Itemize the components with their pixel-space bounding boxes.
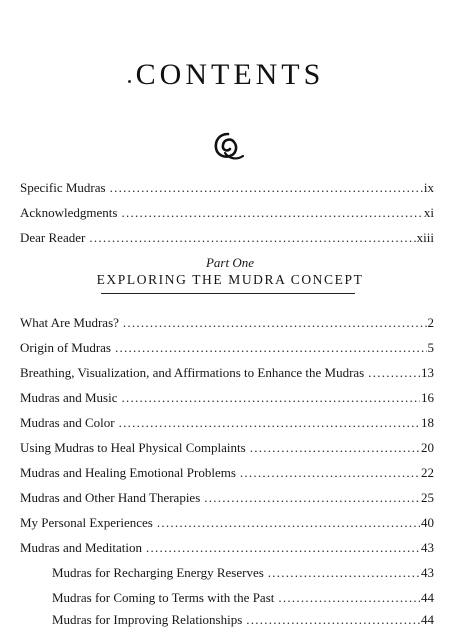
toc-entry-label: Mudras for Recharging Energy Reserves: [52, 565, 264, 580]
toc-entry[interactable]: [20, 490, 434, 510]
toc-entry[interactable]: [20, 465, 434, 485]
dot-leader: [146, 540, 420, 556]
toc-entry-label: Origin of Mudras: [20, 340, 111, 355]
toc-entry-label: Specific Mudras: [20, 180, 106, 195]
toc-entry-acknowledgments[interactable]: [20, 205, 434, 225]
toc-entry[interactable]: [20, 415, 434, 435]
toc-entry-dear-reader[interactable]: [20, 230, 434, 250]
toc-entry-page: 22: [421, 465, 434, 480]
toc-entry-page: ix: [423, 180, 434, 195]
toc-entry-label: My Personal Experiences: [20, 515, 153, 530]
toc-entry-page: 20: [421, 440, 434, 455]
toc-entry-page: 40: [421, 515, 434, 530]
toc-entry-label: Mudras for Coming to Terms with the Past: [52, 590, 275, 605]
swirl-ornament-icon: [210, 128, 246, 164]
part-title: EXPLORING THE MUDRA CONCEPT: [96, 272, 364, 287]
toc-entry-page: 25: [421, 490, 434, 505]
toc-entry-label: Breathing, Visualization, and Affirmations to Enhance the Mudras: [20, 365, 365, 380]
dot-leader: [250, 440, 420, 456]
toc-entry-page: xi: [423, 205, 434, 220]
toc-entry-page: 2: [427, 315, 434, 330]
dot-leader: [119, 415, 420, 431]
toc-sub-entry[interactable]: [52, 565, 434, 585]
toc-entry-page: 5: [427, 340, 434, 355]
toc-entry[interactable]: [20, 340, 434, 360]
page-title: CONTENTS: [135, 58, 325, 91]
toc-entry-page: 13: [421, 365, 434, 380]
toc-entry[interactable]: [20, 440, 434, 460]
dot-leader: [89, 230, 415, 246]
dot-leader: [368, 365, 420, 381]
toc-entry-label: Mudras for Improving Relationships: [52, 612, 243, 627]
dot-leader: [121, 205, 422, 221]
toc-entry-label: Dear Reader: [20, 230, 86, 245]
dot-leader: [122, 390, 421, 406]
toc-entry-label: Mudras and Meditation: [20, 540, 143, 555]
dot-leader: [157, 515, 420, 531]
toc-entry-page: 43: [421, 565, 434, 580]
toc-entry[interactable]: [20, 390, 434, 410]
toc-entry-page: 18: [421, 415, 434, 430]
part-label: Part One: [205, 255, 255, 270]
toc-entry-label: Mudras and Other Hand Therapies: [20, 490, 201, 505]
toc-entry-label: Using Mudras to Heal Physical Complaints: [20, 440, 246, 455]
dot-leader: [110, 180, 423, 196]
toc-entry-label: What Are Mudras?: [20, 315, 119, 330]
toc-entry-label: Mudras and Healing Emotional Problems: [20, 465, 236, 480]
toc-sub-entry[interactable]: [52, 612, 434, 632]
dot-leader: [123, 315, 427, 331]
toc-entry-page: 44: [421, 612, 434, 627]
dot-leader: [240, 465, 420, 481]
part-title-underline: [101, 293, 355, 294]
toc-entry-page: xiii: [416, 230, 434, 245]
dot-leader: [204, 490, 420, 506]
toc-entry[interactable]: [20, 515, 434, 535]
toc-entry[interactable]: [20, 540, 434, 560]
toc-entry[interactable]: [20, 315, 434, 335]
toc-entry-label: Mudras and Music: [20, 390, 118, 405]
toc-entry-label: Acknowledgments: [20, 205, 118, 220]
toc-entry-label: Mudras and Color: [20, 415, 115, 430]
dot-leader: [246, 612, 420, 628]
toc-entry-specific-mudras[interactable]: [20, 180, 434, 200]
dot-leader: [268, 565, 420, 581]
dot-leader: [278, 590, 420, 606]
dot-leader: [115, 340, 427, 356]
toc-entry-page: 16: [421, 390, 434, 405]
toc-sub-entry[interactable]: [52, 590, 434, 610]
toc-entry-page: 44: [421, 590, 434, 605]
toc-entry[interactable]: [20, 365, 434, 385]
toc-entry-page: 43: [421, 540, 434, 555]
